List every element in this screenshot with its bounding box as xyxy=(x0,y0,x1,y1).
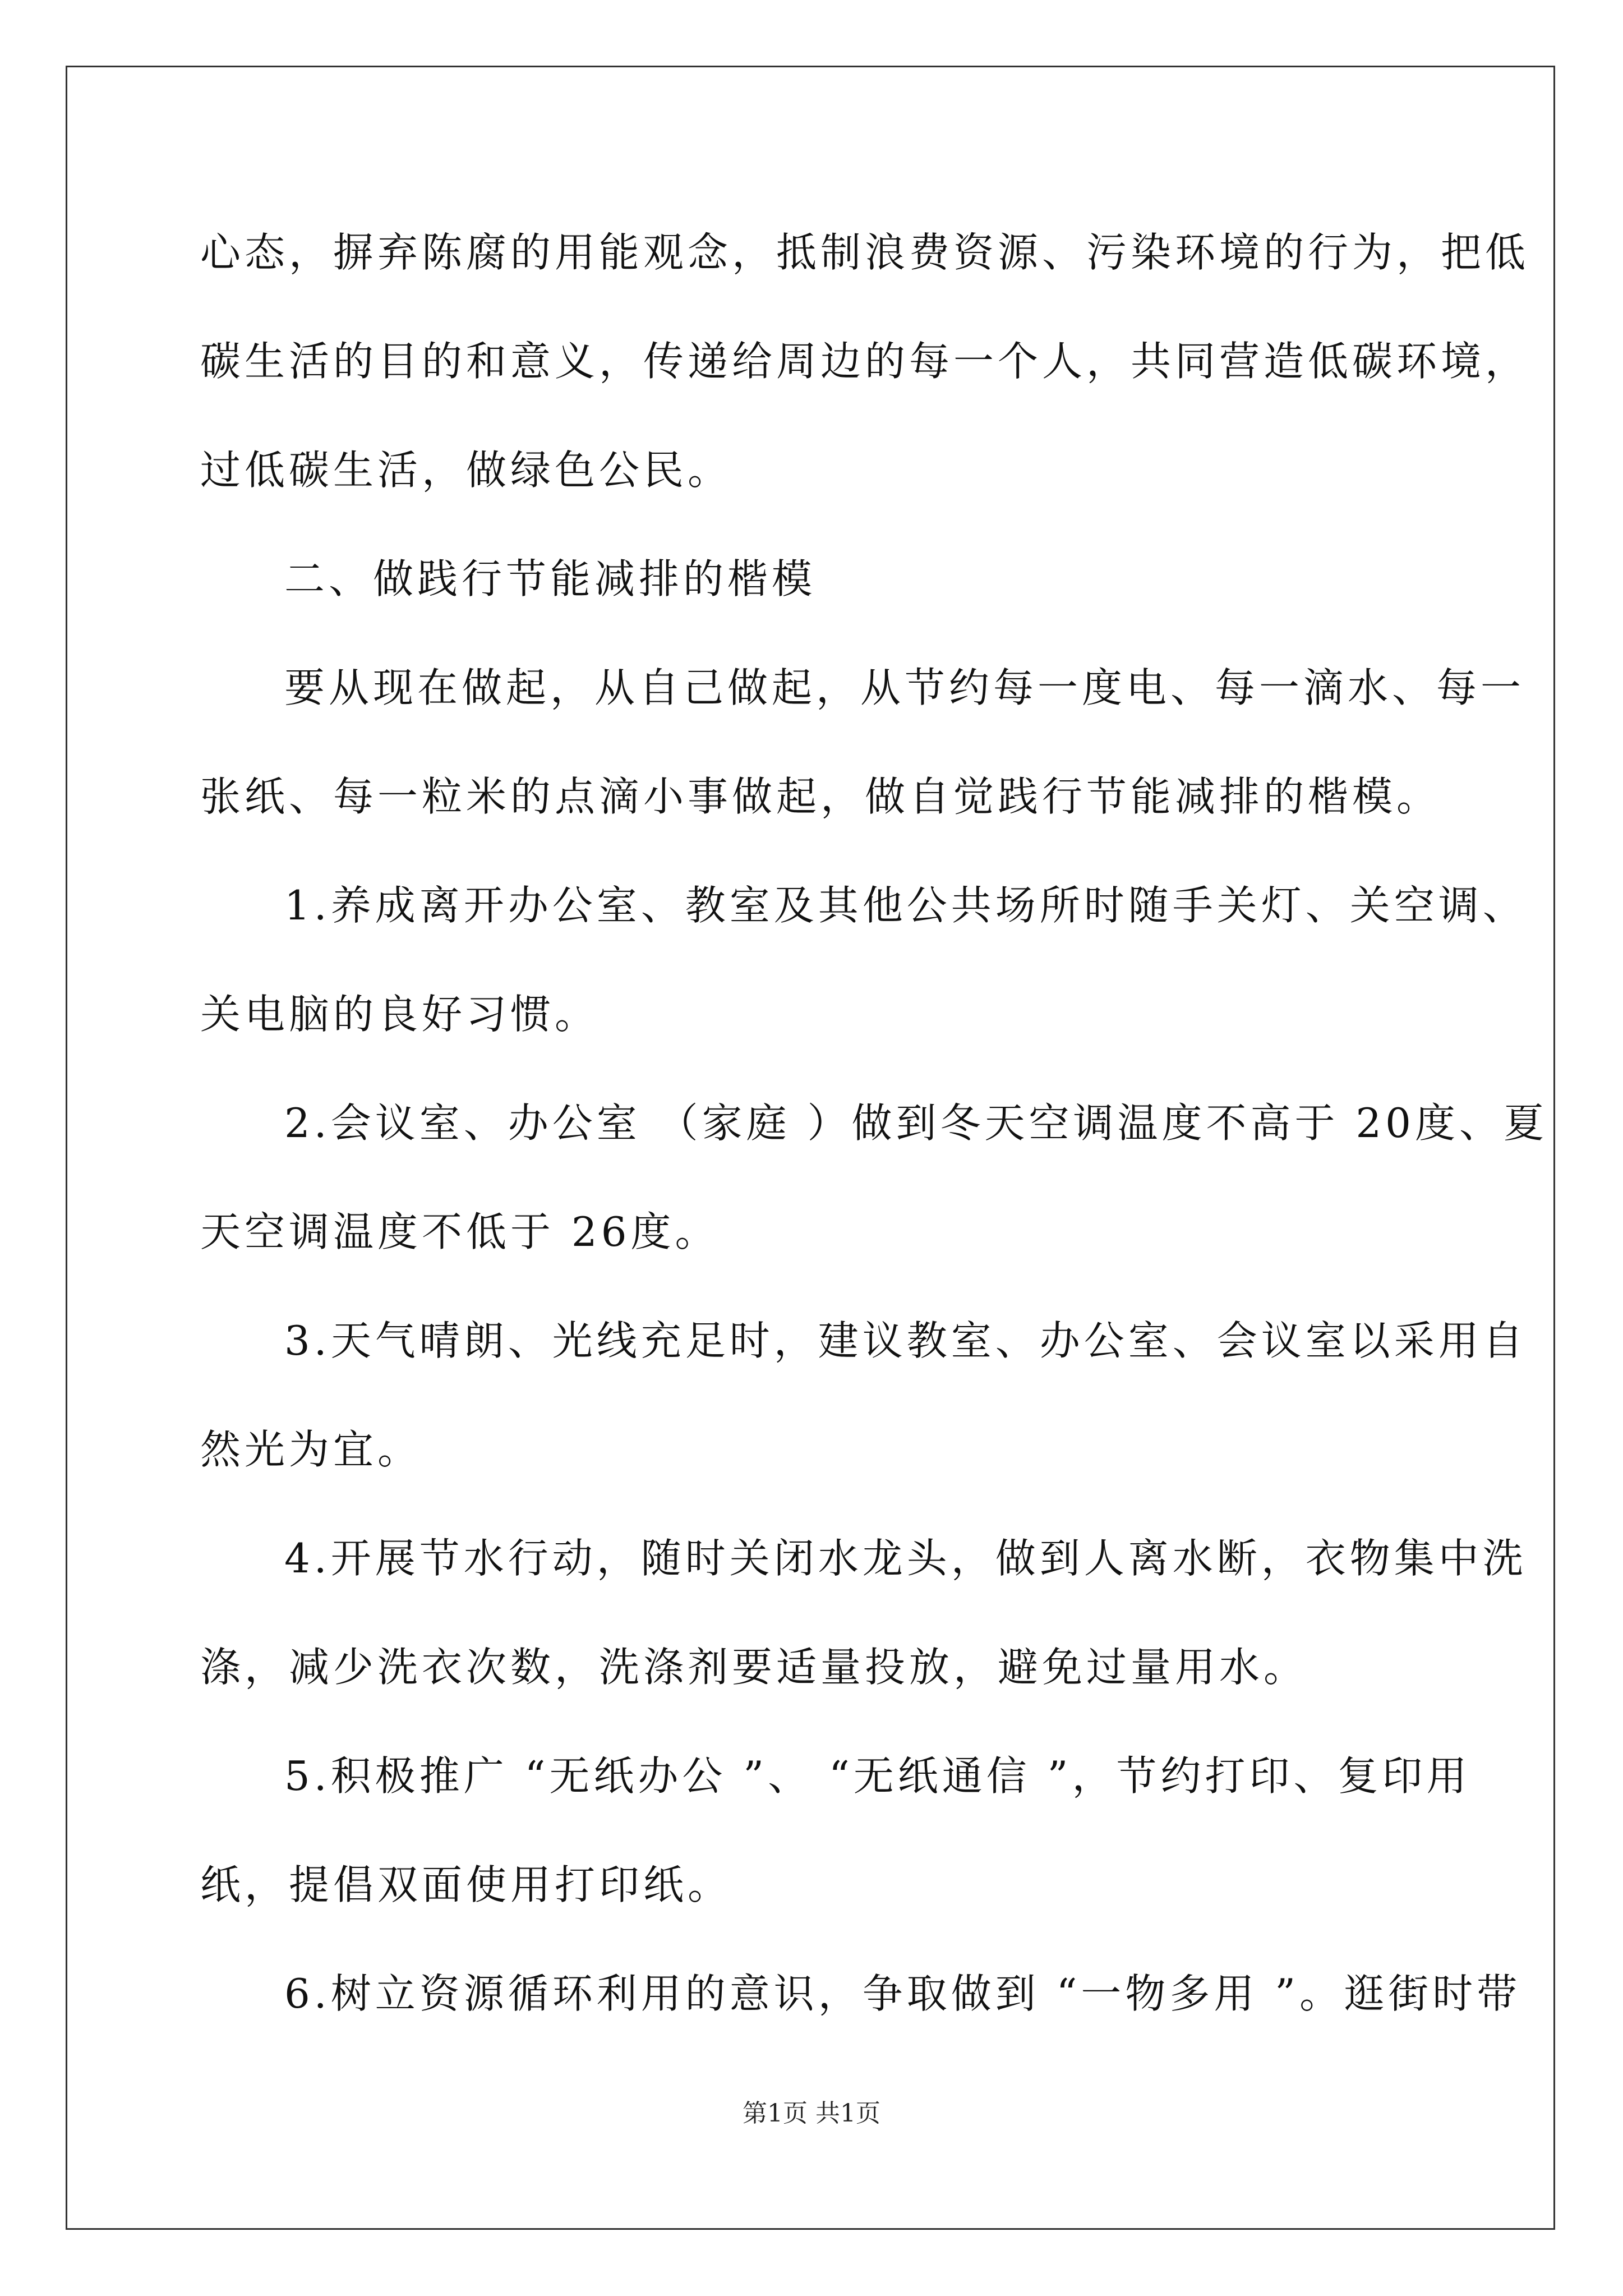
text-line: 天空调温度不低于 26度。 xyxy=(200,1208,720,1255)
text-line: 涤，减少洗衣次数，洗涤剂要适量投放，避免过量用水。 xyxy=(200,1644,1308,1691)
text-line: 心态，摒弃陈腐的用能观念，抵制浪费资源、污染环境的行为，把低 xyxy=(200,229,1530,276)
text-line: 碳生活的目的和意义，传递给周边的每一个人，共同营造低碳环境， xyxy=(200,338,1530,385)
text-line: 过低碳生活，做绿色公民。 xyxy=(200,447,732,494)
section-heading: 二、做践行节能减排的楷模 xyxy=(284,555,817,602)
list-item: 6.树立资源循环利用的意识，争取做到 “一物多用 ”。逛街时带 xyxy=(284,1970,1521,2017)
list-item: 4.开展节水行动，随时关闭水龙头，做到人离水断，衣物集中洗 xyxy=(284,1535,1527,1582)
list-item: 5.积极推广 “无纸办公 ”、 “无纸通信 ”，节约打印、复印用 xyxy=(284,1752,1471,1800)
text-line: 然光为宜。 xyxy=(200,1426,422,1473)
text-line: 要从现在做起，从自己做起，从节约每一度电、每一滴水、每一 xyxy=(284,664,1525,711)
page-footer: 第1页 共1页 xyxy=(743,2099,880,2128)
text-line: 张纸、每一粒米的点滴小事做起，做自觉践行节能减排的楷模。 xyxy=(200,773,1441,820)
list-item: 1.养成离开办公室、教室及其他公共场所时随手关灯、关空调、 xyxy=(284,882,1527,929)
text-line: 关电脑的良好习惯。 xyxy=(200,991,600,1038)
text-line: 纸，提倡双面使用打印纸。 xyxy=(200,1861,732,1908)
list-item: 3.天气晴朗、光线充足时，建议教室、办公室、会议室以采用自 xyxy=(284,1317,1527,1364)
list-item: 2.会议室、办公室 （家庭 ）做到冬天空调温度不高于 20度、夏 xyxy=(284,1099,1548,1147)
